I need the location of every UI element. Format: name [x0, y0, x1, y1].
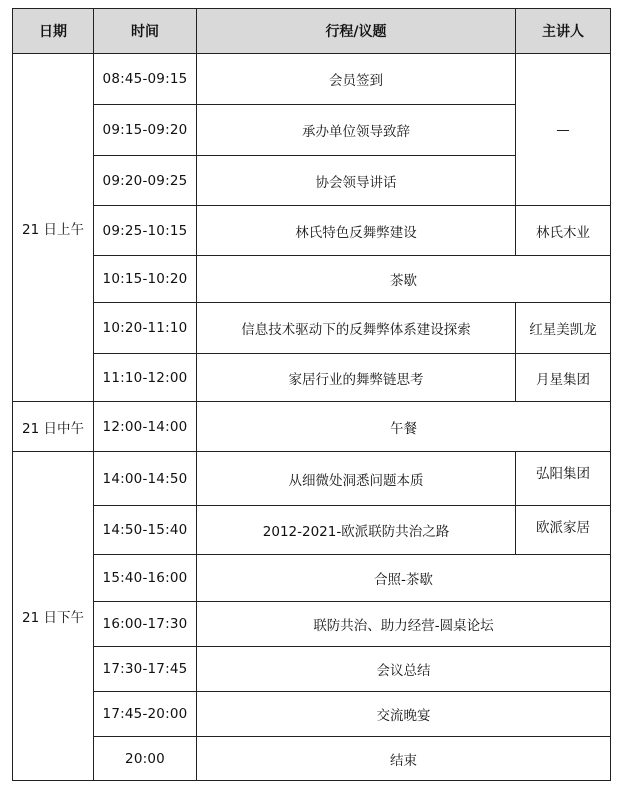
table-row [13, 402, 611, 452]
speaker-cell: 欧派家居 [516, 506, 611, 555]
header-date: 日期 [13, 9, 94, 54]
table-row [13, 206, 611, 256]
time-cell: 16:00-17:30 [94, 602, 197, 647]
header-row [13, 9, 611, 54]
speaker-cell: 月星集团 [516, 354, 611, 402]
table-row [13, 54, 611, 105]
table-row [13, 354, 611, 402]
topic-cell: 茶歇 [197, 256, 611, 303]
time-cell: 08:45-09:15 [94, 54, 197, 105]
topic-cell: 承办单位领导致辞 [197, 105, 516, 156]
topic-cell: 协会领导讲话 [197, 156, 516, 206]
topic-cell: 从细微处洞悉问题本质 [197, 452, 516, 506]
topic-cell: 会员签到 [197, 54, 516, 105]
topic-cell: 信息技术驱动下的反舞弊体系建设探索 [197, 303, 516, 354]
topic-cell: 会议总结 [197, 647, 611, 692]
table-row [13, 602, 611, 647]
header-time: 时间 [94, 9, 197, 54]
time-cell: 10:15-10:20 [94, 256, 197, 303]
time-cell: 09:15-09:20 [94, 105, 197, 156]
topic-cell: 联防共治、助力经营-圆桌论坛 [197, 602, 611, 647]
table-row [13, 303, 611, 354]
date-cell-afternoon: 21 日下午 [13, 452, 94, 781]
time-cell: 09:20-09:25 [94, 156, 197, 206]
topic-cell: 家居行业的舞弊链思考 [197, 354, 516, 402]
time-cell: 17:45-20:00 [94, 692, 197, 737]
time-cell: 17:30-17:45 [94, 647, 197, 692]
time-cell: 15:40-16:00 [94, 555, 197, 602]
table-row [13, 692, 611, 737]
topic-cell: 交流晚宴 [197, 692, 611, 737]
topic-cell: 结束 [197, 737, 611, 781]
time-cell: 09:25-10:15 [94, 206, 197, 256]
speaker-cell: 红星美凯龙 [516, 303, 611, 354]
topic-cell: 2012-2021-欧派联防共治之路 [197, 506, 516, 555]
speaker-cell: 林氏木业 [516, 206, 611, 256]
header-topic: 行程/议题 [197, 9, 516, 54]
agenda-table [12, 8, 611, 781]
table-row [13, 452, 611, 506]
topic-cell: 林氏特色反舞弊建设 [197, 206, 516, 256]
header-speaker: 主讲人 [516, 9, 611, 54]
date-cell-morning: 21 日上午 [13, 54, 94, 402]
time-cell: 11:10-12:00 [94, 354, 197, 402]
topic-cell: 午餐 [197, 402, 611, 452]
speaker-cell: 弘阳集团 [516, 452, 611, 506]
time-cell: 10:20-11:10 [94, 303, 197, 354]
time-cell: 20:00 [94, 737, 197, 781]
table-row [13, 555, 611, 602]
time-cell: 14:00-14:50 [94, 452, 197, 506]
table-row [13, 506, 611, 555]
time-cell: 14:50-15:40 [94, 506, 197, 555]
table-row [13, 647, 611, 692]
speaker-cell: — [516, 54, 611, 206]
date-cell-noon: 21 日中午 [13, 402, 94, 452]
table-row [13, 737, 611, 781]
topic-cell: 合照-茶歇 [197, 555, 611, 602]
time-cell: 12:00-14:00 [94, 402, 197, 452]
table-row [13, 256, 611, 303]
